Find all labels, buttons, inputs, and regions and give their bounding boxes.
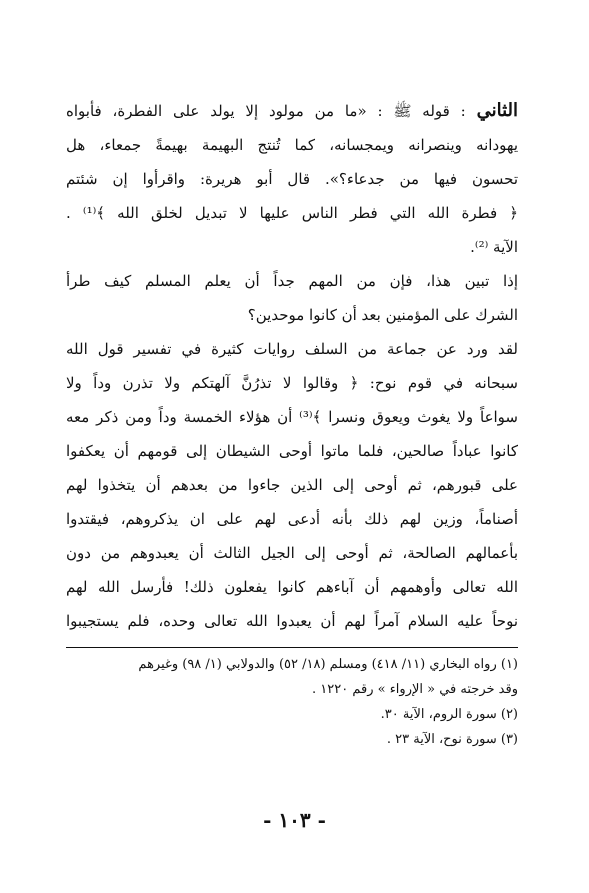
section-lead: الثاني xyxy=(476,100,518,121)
page-number: - ١٠٣ - xyxy=(263,808,326,832)
text-line-10: سواعاً ولا يغوث ويعوق ونسرا ﴾⁽³⁾ أن هؤلاء الخمسة وداً ومن ذكر معه xyxy=(66,408,518,426)
footnote-1-continued: وقد خرجته في « الإرواء » رقم ١٢٢٠ . xyxy=(312,682,518,697)
footnote-3: (٣) سورة نوح، الآية ٢٣ . xyxy=(386,732,518,747)
text-line-9: سبحانه في قوم نوح: ﴿ وقالوا لا تذرُنَّ آلهتكم ولا تذرن وداً ولا xyxy=(66,374,518,392)
text-line-14: بأعمالهم الصالحة، ثم أوحى إلى الجيل الثالث أن يعبدوهم من دون xyxy=(66,544,518,562)
text-line-8: لقد ورد عن جماعة من السلف روايات كثيرة في تفسير قول الله xyxy=(66,340,518,358)
text-line-16: نوحاً عليه السلام آمراً لهم أن يعبدوا الله تعالى وحده، فلم يستجيبوا xyxy=(66,612,518,630)
text-line-1 xyxy=(66,94,518,128)
text-line-15: الله تعالى وأوهمهم أن آباءهم كانوا يفعلون ذلك! فأرسل الله لهم xyxy=(66,578,518,596)
footnote-1: (١) رواه البخاري (١١/ ٤١٨) ومسلم (١٨/ ٥٢) والدولابي (١/ ٩٨) وغيرهم xyxy=(138,657,518,672)
main-text xyxy=(66,94,518,638)
text-line-2: يهودانه وينصرانه ويمجسانه، كما تُنتج البهيمة بهيمةً جمعاء، هل xyxy=(66,136,518,154)
text-line-12: على قبورهم، ثم أوحى إلى الذين جاءوا من بعدهم أن يتخذوا لهم xyxy=(66,476,518,494)
text-line-6: إذا تبين هذا، فإن من المهم جداً أن يعلم المسلم كيف طرأ xyxy=(66,272,518,290)
text-line-3: تحسون فيها من جدعاء؟». قال أبو هريرة: واقرأوا إن شئتم xyxy=(66,170,518,188)
text-line-7: الشرك على المؤمنين بعد أن كانوا موحدين؟ xyxy=(247,306,518,324)
text-line-1-rest: : قوله ﷺ : «ما من مولود إلا يولد على الفطرة، فأبواه xyxy=(66,102,466,120)
footnotes xyxy=(66,652,518,752)
footnote-2: (٢) سورة الروم، الآية ٣٠. xyxy=(380,707,518,722)
text-line-13: أصناماً، وزين لهم ذلك بأنه أدعى لهم على ان يذكروهم، فيقتدوا xyxy=(66,510,518,528)
text-line-4: ﴿ فطرة الله التي فطر الناس عليها لا تبديل لخلق الله ﴾⁽¹⁾ . xyxy=(66,204,518,222)
text-line-11: كانوا عباداً صالحين، فلما ماتوا أوحى الشيطان إلى قومهم أن يعكفوا xyxy=(66,442,518,460)
text-line-5: الآية ⁽²⁾. xyxy=(470,238,518,256)
footnote-separator xyxy=(66,647,518,648)
